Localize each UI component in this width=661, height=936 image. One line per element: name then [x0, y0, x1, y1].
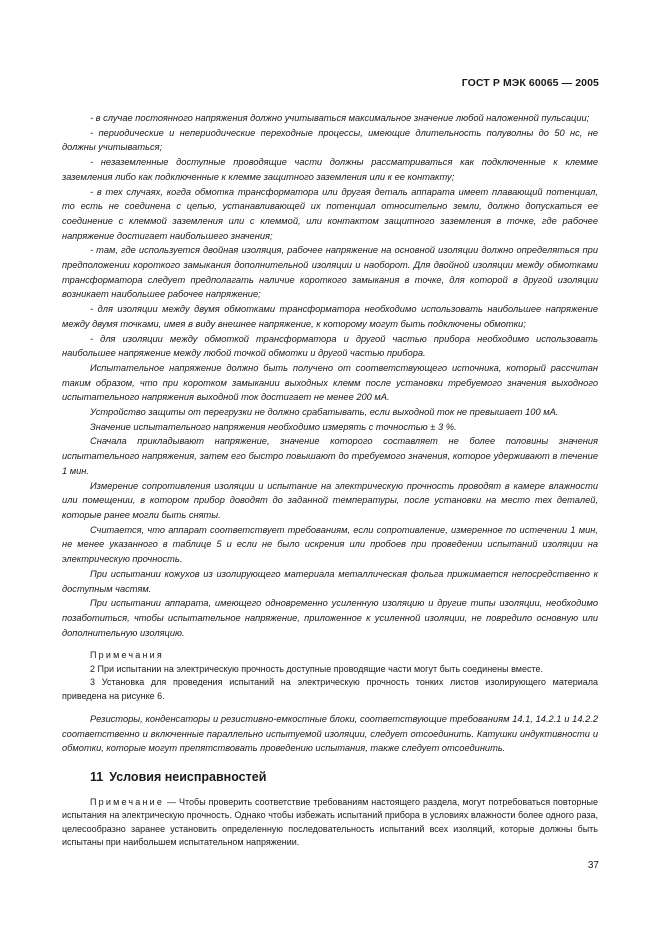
- paragraph: Испытательное напряжение должно быть получено от соответствующего источника, который рассчитан таким образом, что при коротком замыкании выходных клемм после установки требуемого значения выходного испытательного напряжения выходной ток достигает не менее 200 мА.: [62, 362, 598, 403]
- paragraph: - для изоляции между двумя обмотками трансформатора необходимо использовать наибольшее напряжение между двумя точками, имея в виду внешнее напряжение, к которому могут быть подключены обмотки;: [62, 304, 598, 329]
- paragraph: - незаземленные доступные проводящие части должны рассматриваться как подключенные к клемме заземления либо как подключенные к клемме защитного заземления или к ее контакту;: [62, 157, 598, 182]
- note-item: 2 При испытании на электрическую прочность доступные проводящие части могут быть соединены вместе.: [90, 663, 544, 674]
- section-title: Условия неисправностей: [109, 770, 267, 785]
- paragraph-resistors: Резисторы, конденсаторы и резистивно-емкостные блоки, соответствующие требованиям 14.1, 14.2.1 и 14.2.2 соответственно и включенные параллельно испытуемой изоляции, следует отсоединить. Катушки индуктивности и обмотки, которые могут препятствовать проведению испытания, также следует отсоединить.: [62, 713, 598, 754]
- paragraph: Сначала прикладывают напряжение, значение которого составляет не более половины значения испытательного напряжения, затем его быстро повышают до требуемого значения, которое удерживают в течение 1 мин.: [62, 436, 598, 476]
- document-code-header: ГОСТ Р МЭК 60065 — 2005: [461, 77, 599, 89]
- note-item: 3 Установка для проведения испытаний на электрическую прочность тонких листов изолирующего материала приведена на рисунке 6.: [62, 677, 598, 701]
- section-heading: [62, 770, 598, 784]
- paragraph: Измерение сопротивления изоляции и испытание на электрическую прочность проводят в камере влажности или помещении, в котором прибор доводят до заданной температуры, после установки на место тех деталей, которые ранее могли быть сняты.: [62, 480, 598, 520]
- paragraph: - в тех случаях, когда обмотка трансформатора или другая деталь аппарата имеет плавающий потенциал, то есть не соединена с цепью, устанавливающей их потенциал относительно земли, должно допускаться ее соединение с клеммой заземления или с клеммой, или контактом защитного заземления в точке, где рабочее напряжение достигает наибольшего значения;: [62, 186, 598, 241]
- page-content: [62, 111, 598, 850]
- section-note: [62, 796, 598, 850]
- section-note-text: — Чтобы проверить соответствие требованиям настоящего раздела, могут потребоваться повторные испытания на электрическую прочность. Однако чтобы избежать испытаний прибора в условиях влажности более одного раза, целесообразно заранее установить определенную последовательность испытаний всех изоляций, которые должны быть испытаны при наибольшем испытательном напряжении.: [62, 797, 598, 848]
- paragraph: - в случае постоянного напряжения должно учитываться максимальное значение любой наложенной пульсации;: [90, 113, 590, 123]
- page-number: 37: [587, 860, 599, 871]
- section-number: 11: [90, 770, 104, 785]
- paragraph: Значение испытательного напряжения необходимо измерять с точностью ± 3 %.: [90, 421, 457, 432]
- paragraph: - для изоляции между обмоткой трансформатора и другой частью прибора необходимо использовать наибольшее напряжение между любой точкой обмотки и другой частью прибора.: [62, 333, 598, 359]
- paragraph: - там, где используется двойная изоляция, рабочее напряжение на основной изоляции должно определяться при предположении короткого замыкания дополнительной изоляции и наоборот. Для двойной изоляции между обмотками трансформатора следует предполагать наличие короткого замыкания в точке, для которой в другой изоляции возникает наибольшее рабочее напряжение;: [62, 245, 598, 300]
- paragraph: - периодические и непериодические переходные процессы, имеющие длительность полуволны до 50 нс, не должны учитываться;: [62, 127, 598, 153]
- notes-title: Примечания: [90, 650, 164, 661]
- paragraph: При испытании кожухов из изолирующего материала металлическая фольга прижимается непосредственно к доступным частям.: [62, 568, 598, 594]
- section-note-label: Примечание: [90, 797, 165, 808]
- paragraph: Устройство защиты от перегрузки не должно срабатывать, если выходной ток не превышает 100 мА.: [90, 407, 559, 418]
- paragraph: При испытании аппарата, имеющего одновременно усиленную изоляцию и другие типы изоляции, необходимо позаботиться, чтобы испытательное напряжение, приложенное к усиленной изоляции, не повредило основную или дополнительную изоляцию.: [62, 598, 598, 638]
- paragraph: Считается, что аппарат соответствует требованиям, если сопротивление, измеренное по истечении 1 мин, не менее указанного в таблице 5 и если не было искрения или пробоев при проведении испытаний изоляции на электрическую прочность.: [62, 524, 598, 565]
